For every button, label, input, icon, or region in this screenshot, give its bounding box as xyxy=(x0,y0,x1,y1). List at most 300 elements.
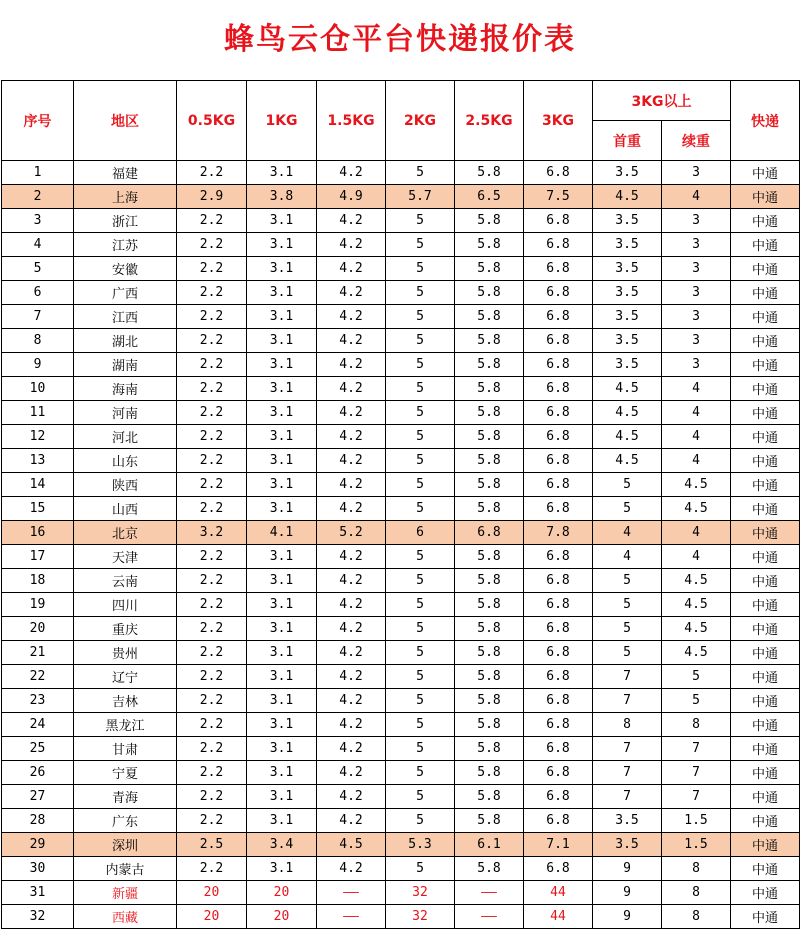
cell-region: 海南 xyxy=(74,377,177,401)
cell-courier: 中通 xyxy=(731,761,800,785)
cell-region: 河北 xyxy=(74,425,177,449)
cell-first-weight: 3.5 xyxy=(593,161,662,185)
cell-w15: 4.5 xyxy=(317,833,386,857)
table-row xyxy=(2,281,800,305)
cell-w1: 3.1 xyxy=(247,761,317,785)
cell-first-weight: 3.5 xyxy=(593,233,662,257)
cell-courier: 中通 xyxy=(731,161,800,185)
cell-seq: 27 xyxy=(2,785,74,809)
header-extra-weight: 续重 xyxy=(662,121,731,161)
cell-w15: 4.2 xyxy=(317,329,386,353)
cell-courier: 中通 xyxy=(731,905,800,929)
cell-first-weight: 7 xyxy=(593,785,662,809)
cell-courier: 中通 xyxy=(731,185,800,209)
table-header xyxy=(2,81,800,161)
cell-w3: 44 xyxy=(524,905,593,929)
cell-w25: 5.8 xyxy=(455,545,524,569)
cell-extra-weight: 4.5 xyxy=(662,473,731,497)
cell-extra-weight: 3 xyxy=(662,257,731,281)
cell-w15: 4.2 xyxy=(317,497,386,521)
cell-w2: 5 xyxy=(386,257,455,281)
cell-first-weight: 4.5 xyxy=(593,425,662,449)
header-seq: 序号 xyxy=(2,81,74,161)
cell-w05: 2.2 xyxy=(177,569,247,593)
cell-w15: 4.2 xyxy=(317,377,386,401)
cell-region: 山东 xyxy=(74,449,177,473)
cell-w2: 5 xyxy=(386,761,455,785)
cell-w1: 3.1 xyxy=(247,425,317,449)
cell-courier: 中通 xyxy=(731,785,800,809)
cell-w05: 2.9 xyxy=(177,185,247,209)
cell-w15: 4.2 xyxy=(317,161,386,185)
cell-w2: 32 xyxy=(386,905,455,929)
cell-extra-weight: 4.5 xyxy=(662,497,731,521)
cell-w15: 4.9 xyxy=(317,185,386,209)
cell-w3: 6.8 xyxy=(524,329,593,353)
cell-w1: 3.1 xyxy=(247,713,317,737)
cell-w1: 20 xyxy=(247,881,317,905)
table-row xyxy=(2,353,800,377)
cell-seq: 11 xyxy=(2,401,74,425)
cell-w15: 4.2 xyxy=(317,809,386,833)
cell-seq: 3 xyxy=(2,209,74,233)
cell-region: 云南 xyxy=(74,569,177,593)
cell-w25: 5.8 xyxy=(455,593,524,617)
cell-courier: 中通 xyxy=(731,281,800,305)
cell-seq: 24 xyxy=(2,713,74,737)
cell-seq: 29 xyxy=(2,833,74,857)
cell-w3: 6.8 xyxy=(524,689,593,713)
cell-seq: 22 xyxy=(2,665,74,689)
cell-w2: 5 xyxy=(386,593,455,617)
cell-w05: 2.2 xyxy=(177,593,247,617)
cell-w1: 3.1 xyxy=(247,665,317,689)
cell-w05: 3.2 xyxy=(177,521,247,545)
cell-courier: 中通 xyxy=(731,233,800,257)
table-body xyxy=(2,161,800,929)
cell-extra-weight: 4 xyxy=(662,185,731,209)
cell-w1: 3.8 xyxy=(247,185,317,209)
cell-w3: 7.8 xyxy=(524,521,593,545)
cell-courier: 中通 xyxy=(731,881,800,905)
cell-w3: 6.8 xyxy=(524,737,593,761)
cell-courier: 中通 xyxy=(731,425,800,449)
cell-extra-weight: 8 xyxy=(662,881,731,905)
cell-region: 江西 xyxy=(74,305,177,329)
cell-extra-weight: 4.5 xyxy=(662,641,731,665)
cell-first-weight: 3.5 xyxy=(593,353,662,377)
cell-seq: 2 xyxy=(2,185,74,209)
cell-w25: 5.8 xyxy=(455,425,524,449)
cell-w1: 3.1 xyxy=(247,737,317,761)
cell-w25: —— xyxy=(455,881,524,905)
cell-w15: 4.2 xyxy=(317,689,386,713)
cell-w1: 3.1 xyxy=(247,857,317,881)
cell-w15: 4.2 xyxy=(317,233,386,257)
cell-w2: 5 xyxy=(386,305,455,329)
cell-w05: 2.2 xyxy=(177,617,247,641)
cell-seq: 15 xyxy=(2,497,74,521)
cell-w3: 6.8 xyxy=(524,401,593,425)
cell-w25: 5.8 xyxy=(455,377,524,401)
cell-extra-weight: 5 xyxy=(662,665,731,689)
cell-first-weight: 7 xyxy=(593,761,662,785)
cell-w05: 2.2 xyxy=(177,281,247,305)
header-region: 地区 xyxy=(74,81,177,161)
cell-w1: 3.1 xyxy=(247,545,317,569)
cell-w3: 6.8 xyxy=(524,281,593,305)
cell-courier: 中通 xyxy=(731,329,800,353)
cell-w15: 4.2 xyxy=(317,593,386,617)
cell-region: 北京 xyxy=(74,521,177,545)
table-row xyxy=(2,785,800,809)
cell-w15: 4.2 xyxy=(317,209,386,233)
cell-region: 贵州 xyxy=(74,641,177,665)
cell-w1: 3.1 xyxy=(247,353,317,377)
cell-region: 四川 xyxy=(74,593,177,617)
cell-w25: 5.8 xyxy=(455,641,524,665)
cell-first-weight: 9 xyxy=(593,905,662,929)
cell-first-weight: 7 xyxy=(593,737,662,761)
table-row xyxy=(2,665,800,689)
cell-courier: 中通 xyxy=(731,497,800,521)
cell-first-weight: 4 xyxy=(593,521,662,545)
cell-w1: 20 xyxy=(247,905,317,929)
cell-region: 青海 xyxy=(74,785,177,809)
cell-w25: 5.8 xyxy=(455,713,524,737)
cell-w25: 5.8 xyxy=(455,161,524,185)
cell-w3: 6.8 xyxy=(524,857,593,881)
cell-w05: 2.2 xyxy=(177,641,247,665)
cell-seq: 7 xyxy=(2,305,74,329)
price-table xyxy=(1,80,800,929)
cell-w15: —— xyxy=(317,905,386,929)
cell-w05: 2.2 xyxy=(177,545,247,569)
cell-w15: 4.2 xyxy=(317,449,386,473)
cell-w15: 4.2 xyxy=(317,257,386,281)
cell-w15: 4.2 xyxy=(317,569,386,593)
cell-seq: 18 xyxy=(2,569,74,593)
cell-w1: 3.1 xyxy=(247,209,317,233)
header-first-weight: 首重 xyxy=(593,121,662,161)
table-row xyxy=(2,521,800,545)
cell-w25: 5.8 xyxy=(455,497,524,521)
cell-w3: 6.8 xyxy=(524,617,593,641)
cell-w3: 7.1 xyxy=(524,833,593,857)
table-row xyxy=(2,305,800,329)
cell-courier: 中通 xyxy=(731,809,800,833)
cell-seq: 14 xyxy=(2,473,74,497)
cell-w05: 20 xyxy=(177,881,247,905)
cell-w05: 2.2 xyxy=(177,377,247,401)
cell-extra-weight: 4 xyxy=(662,449,731,473)
cell-w3: 6.8 xyxy=(524,353,593,377)
cell-extra-weight: 3 xyxy=(662,329,731,353)
cell-seq: 1 xyxy=(2,161,74,185)
table-row xyxy=(2,209,800,233)
cell-w2: 5 xyxy=(386,353,455,377)
cell-w1: 3.1 xyxy=(247,785,317,809)
cell-w2: 5 xyxy=(386,617,455,641)
table-row xyxy=(2,425,800,449)
cell-seq: 10 xyxy=(2,377,74,401)
cell-courier: 中通 xyxy=(731,377,800,401)
table-row xyxy=(2,593,800,617)
cell-courier: 中通 xyxy=(731,593,800,617)
cell-w15: 4.2 xyxy=(317,737,386,761)
cell-w3: 6.8 xyxy=(524,209,593,233)
cell-extra-weight: 4.5 xyxy=(662,593,731,617)
cell-w25: 5.8 xyxy=(455,449,524,473)
cell-first-weight: 3.5 xyxy=(593,809,662,833)
cell-w3: 6.8 xyxy=(524,785,593,809)
cell-region: 上海 xyxy=(74,185,177,209)
cell-region: 黑龙江 xyxy=(74,713,177,737)
cell-first-weight: 7 xyxy=(593,689,662,713)
cell-w15: 4.2 xyxy=(317,425,386,449)
header-w25: 2.5KG xyxy=(455,81,524,161)
cell-seq: 21 xyxy=(2,641,74,665)
cell-w1: 3.1 xyxy=(247,569,317,593)
cell-region: 深圳 xyxy=(74,833,177,857)
cell-w15: 4.2 xyxy=(317,641,386,665)
cell-w3: 6.8 xyxy=(524,473,593,497)
cell-w25: 5.8 xyxy=(455,281,524,305)
cell-region: 江苏 xyxy=(74,233,177,257)
cell-first-weight: 8 xyxy=(593,713,662,737)
cell-extra-weight: 4.5 xyxy=(662,569,731,593)
cell-w25: 5.8 xyxy=(455,785,524,809)
cell-w2: 5 xyxy=(386,425,455,449)
cell-extra-weight: 4 xyxy=(662,401,731,425)
cell-courier: 中通 xyxy=(731,569,800,593)
cell-w05: 2.2 xyxy=(177,233,247,257)
cell-w15: 4.2 xyxy=(317,305,386,329)
cell-region: 湖北 xyxy=(74,329,177,353)
cell-w1: 3.1 xyxy=(247,497,317,521)
cell-w15: 4.2 xyxy=(317,353,386,377)
cell-w1: 3.4 xyxy=(247,833,317,857)
cell-w2: 5 xyxy=(386,281,455,305)
cell-w2: 5.7 xyxy=(386,185,455,209)
cell-w25: 5.8 xyxy=(455,329,524,353)
cell-extra-weight: 4 xyxy=(662,521,731,545)
cell-w3: 44 xyxy=(524,881,593,905)
cell-w3: 7.5 xyxy=(524,185,593,209)
table-row xyxy=(2,689,800,713)
table-row xyxy=(2,257,800,281)
cell-w05: 2.2 xyxy=(177,161,247,185)
header-w1: 1KG xyxy=(247,81,317,161)
cell-first-weight: 3.5 xyxy=(593,281,662,305)
cell-w1: 3.1 xyxy=(247,593,317,617)
cell-seq: 12 xyxy=(2,425,74,449)
cell-w25: 5.8 xyxy=(455,617,524,641)
table-row xyxy=(2,449,800,473)
cell-w05: 2.2 xyxy=(177,473,247,497)
sheet-title: 蜂鸟云仓平台快递报价表 xyxy=(224,22,576,57)
cell-seq: 26 xyxy=(2,761,74,785)
cell-w15: 4.2 xyxy=(317,761,386,785)
table-row xyxy=(2,545,800,569)
cell-extra-weight: 4 xyxy=(662,377,731,401)
cell-w05: 2.2 xyxy=(177,497,247,521)
cell-w15: 4.2 xyxy=(317,281,386,305)
cell-w25: 5.8 xyxy=(455,665,524,689)
cell-w25: 5.8 xyxy=(455,737,524,761)
cell-courier: 中通 xyxy=(731,713,800,737)
table-row xyxy=(2,473,800,497)
cell-region: 新疆 xyxy=(74,881,177,905)
table-row xyxy=(2,617,800,641)
cell-first-weight: 5 xyxy=(593,473,662,497)
table-row xyxy=(2,233,800,257)
cell-w25: 5.8 xyxy=(455,761,524,785)
table-row xyxy=(2,401,800,425)
cell-w1: 3.1 xyxy=(247,257,317,281)
table-row xyxy=(2,497,800,521)
cell-seq: 17 xyxy=(2,545,74,569)
price-sheet xyxy=(1,0,799,929)
cell-w1: 3.1 xyxy=(247,377,317,401)
cell-first-weight: 4.5 xyxy=(593,401,662,425)
header-w3: 3KG xyxy=(524,81,593,161)
cell-region: 河南 xyxy=(74,401,177,425)
cell-seq: 20 xyxy=(2,617,74,641)
table-row xyxy=(2,809,800,833)
cell-w2: 32 xyxy=(386,881,455,905)
cell-w3: 6.8 xyxy=(524,257,593,281)
cell-w05: 2.2 xyxy=(177,737,247,761)
cell-courier: 中通 xyxy=(731,521,800,545)
cell-w15: 5.2 xyxy=(317,521,386,545)
cell-w1: 3.1 xyxy=(247,401,317,425)
cell-first-weight: 3.5 xyxy=(593,833,662,857)
cell-w15: 4.2 xyxy=(317,857,386,881)
cell-w2: 5 xyxy=(386,497,455,521)
cell-region: 辽宁 xyxy=(74,665,177,689)
cell-region: 天津 xyxy=(74,545,177,569)
cell-region: 吉林 xyxy=(74,689,177,713)
cell-extra-weight: 7 xyxy=(662,761,731,785)
cell-seq: 23 xyxy=(2,689,74,713)
cell-w05: 2.2 xyxy=(177,305,247,329)
cell-w05: 2.2 xyxy=(177,665,247,689)
cell-w2: 5 xyxy=(386,689,455,713)
table-row xyxy=(2,641,800,665)
cell-first-weight: 5 xyxy=(593,641,662,665)
table-row xyxy=(2,569,800,593)
cell-w3: 6.8 xyxy=(524,449,593,473)
cell-w25: 5.8 xyxy=(455,809,524,833)
cell-w2: 5 xyxy=(386,665,455,689)
cell-first-weight: 3.5 xyxy=(593,209,662,233)
cell-w1: 3.1 xyxy=(247,617,317,641)
cell-region: 内蒙古 xyxy=(74,857,177,881)
table-row xyxy=(2,329,800,353)
table-row xyxy=(2,185,800,209)
cell-region: 湖南 xyxy=(74,353,177,377)
cell-w2: 5 xyxy=(386,401,455,425)
cell-extra-weight: 5 xyxy=(662,689,731,713)
cell-w1: 3.1 xyxy=(247,161,317,185)
cell-w1: 4.1 xyxy=(247,521,317,545)
cell-w1: 3.1 xyxy=(247,305,317,329)
cell-w25: 5.8 xyxy=(455,257,524,281)
cell-seq: 25 xyxy=(2,737,74,761)
cell-w3: 6.8 xyxy=(524,377,593,401)
cell-w25: 6.5 xyxy=(455,185,524,209)
cell-first-weight: 9 xyxy=(593,881,662,905)
cell-extra-weight: 8 xyxy=(662,713,731,737)
cell-w1: 3.1 xyxy=(247,809,317,833)
table-row xyxy=(2,161,800,185)
cell-w05: 2.2 xyxy=(177,209,247,233)
cell-courier: 中通 xyxy=(731,257,800,281)
cell-w15: 4.2 xyxy=(317,665,386,689)
cell-first-weight: 4 xyxy=(593,545,662,569)
cell-extra-weight: 3 xyxy=(662,305,731,329)
cell-w25: 5.8 xyxy=(455,569,524,593)
cell-w3: 6.8 xyxy=(524,593,593,617)
cell-courier: 中通 xyxy=(731,617,800,641)
cell-w1: 3.1 xyxy=(247,281,317,305)
cell-courier: 中通 xyxy=(731,473,800,497)
header-courier: 快递 xyxy=(731,81,800,161)
cell-extra-weight: 8 xyxy=(662,905,731,929)
cell-region: 重庆 xyxy=(74,617,177,641)
cell-w25: 6.1 xyxy=(455,833,524,857)
cell-extra-weight: 3 xyxy=(662,209,731,233)
cell-w2: 5.3 xyxy=(386,833,455,857)
cell-first-weight: 5 xyxy=(593,617,662,641)
table-row xyxy=(2,737,800,761)
cell-w3: 6.8 xyxy=(524,233,593,257)
cell-w2: 5 xyxy=(386,161,455,185)
cell-w05: 2.5 xyxy=(177,833,247,857)
cell-w2: 5 xyxy=(386,545,455,569)
cell-seq: 32 xyxy=(2,905,74,929)
cell-first-weight: 4.5 xyxy=(593,377,662,401)
cell-extra-weight: 4.5 xyxy=(662,617,731,641)
cell-w3: 6.8 xyxy=(524,425,593,449)
cell-courier: 中通 xyxy=(731,209,800,233)
cell-courier: 中通 xyxy=(731,545,800,569)
cell-w3: 6.8 xyxy=(524,161,593,185)
cell-seq: 4 xyxy=(2,233,74,257)
cell-w25: 5.8 xyxy=(455,473,524,497)
cell-region: 西藏 xyxy=(74,905,177,929)
cell-w05: 2.2 xyxy=(177,449,247,473)
cell-w3: 6.8 xyxy=(524,641,593,665)
cell-w25: 5.8 xyxy=(455,857,524,881)
cell-courier: 中通 xyxy=(731,353,800,377)
cell-region: 陕西 xyxy=(74,473,177,497)
cell-seq: 8 xyxy=(2,329,74,353)
cell-extra-weight: 1.5 xyxy=(662,809,731,833)
table-row xyxy=(2,881,800,905)
cell-first-weight: 5 xyxy=(593,497,662,521)
cell-courier: 中通 xyxy=(731,401,800,425)
cell-w05: 2.2 xyxy=(177,809,247,833)
cell-first-weight: 9 xyxy=(593,857,662,881)
cell-w15: 4.2 xyxy=(317,617,386,641)
cell-w05: 2.2 xyxy=(177,785,247,809)
cell-region: 宁夏 xyxy=(74,761,177,785)
cell-w2: 5 xyxy=(386,209,455,233)
cell-seq: 31 xyxy=(2,881,74,905)
header-w2: 2KG xyxy=(386,81,455,161)
